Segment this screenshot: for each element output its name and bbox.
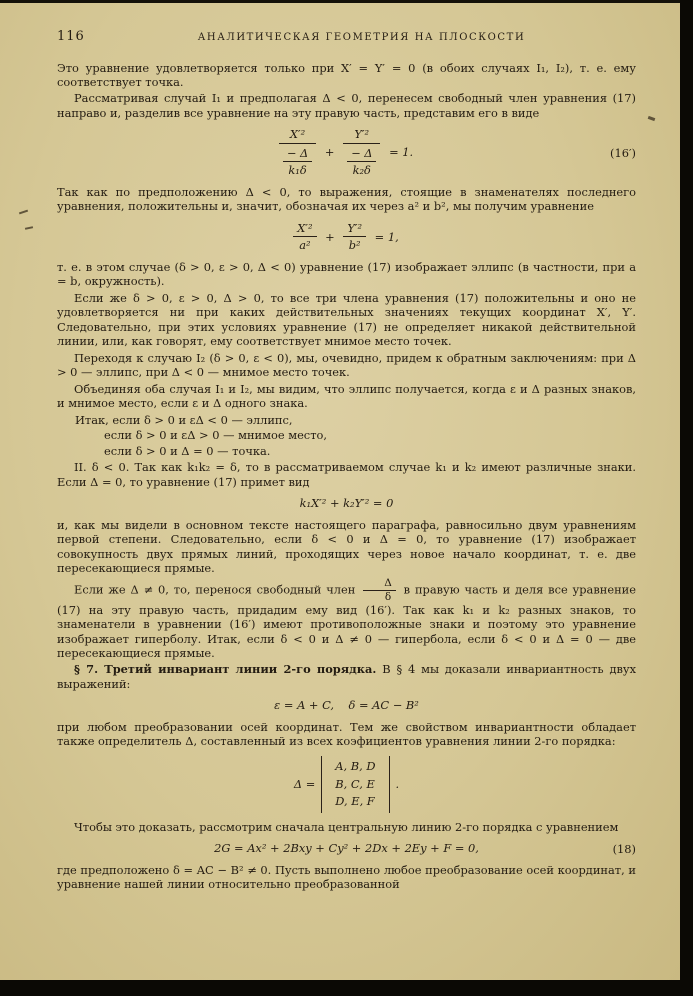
denominator xyxy=(343,144,380,178)
paragraph: т. е. в этом случае (δ > 0, ε > 0, Δ < 0) уравнение (17) изображает эллипс (в частности, при a = b, окружность). xyxy=(57,259,636,289)
fraction xyxy=(343,221,366,253)
page-header xyxy=(57,29,636,46)
formula-18 xyxy=(57,841,636,855)
formula-body: k₁X′² + k₂Y′² = 0 xyxy=(299,496,394,511)
determinant xyxy=(294,756,399,813)
determinant-row: B, C, E xyxy=(335,776,375,791)
numerator: Δ xyxy=(363,578,396,591)
paragraph: Это уравнение удовлетворяется только при X′ = Y′ = 0 (в обоих случаях I₁, I₂), т. е. ему соответствует точка. xyxy=(57,60,636,89)
scan-edge-top xyxy=(0,0,693,3)
operator: + xyxy=(324,145,335,160)
fraction xyxy=(279,127,316,177)
numerator: X′² xyxy=(279,127,316,143)
scan-edge-right xyxy=(680,0,693,996)
determinant-matrix xyxy=(321,756,389,813)
numerator: X′² xyxy=(293,221,316,237)
formula-body: 2G = Ax² + 2Bxy + Cy² + 2Dx + 2Ey + F = 0, xyxy=(214,841,479,856)
equation-tag: (18) xyxy=(612,841,636,856)
scan-edge-bottom xyxy=(0,980,693,996)
determinant-period: . xyxy=(395,777,400,792)
denominator xyxy=(279,144,316,178)
book-page xyxy=(0,3,680,980)
inline-fraction xyxy=(363,578,396,603)
formula-ellipse xyxy=(57,221,636,253)
numerator: − Δ xyxy=(347,146,376,162)
paragraph: Так как по предположению Δ < 0, то выражения, стоящие в знаменателях последнего уравнения, положительны и, значит, обозначая их через a² и b², мы получим уравнение xyxy=(57,184,636,214)
case-list-line: Итак, если δ > 0 и εΔ < 0 — эллипс, xyxy=(75,412,293,427)
paragraph: при любом преобразовании осей координат. Тем же свойством инвариантности обладает также определитель Δ, составленный из всех коэфициентов уравнения линии 2-го порядка: xyxy=(57,719,636,749)
case-list-line: если δ > 0 и Δ = 0 — точка. xyxy=(104,443,271,458)
denominator: a² xyxy=(299,238,311,253)
section-heading-paragraph xyxy=(57,662,636,691)
determinant-row: D, E, F xyxy=(335,794,375,809)
operator: + xyxy=(325,229,335,244)
case-list-line: если δ > 0 и εΔ > 0 — мнимое место, xyxy=(104,428,327,443)
paragraph: где предположено δ = AC − B² ≠ 0. Пусть выполнено любое преобразование осей координат, и уравнение нашей линии относительно преобразованной xyxy=(57,862,636,892)
numerator: Y′² xyxy=(343,127,380,143)
paragraph: Объединяя оба случая I₁ и I₂, мы видим, что эллипс получается, когда ε и Δ разных знаков, и мнимое место, если ε и Δ одного знака. xyxy=(57,381,636,411)
running-title: АНАЛИТИЧЕСКАЯ ГЕОМЕТРИЯ НА ПЛОСКОСТИ xyxy=(197,32,526,43)
paragraph: Чтобы это доказать, рассмотрим сначала центральную линию 2-го порядка с уравнением xyxy=(74,819,619,834)
formula-invariants xyxy=(57,698,636,712)
denominator: k₁δ xyxy=(288,163,307,178)
fraction xyxy=(347,146,376,178)
paragraph-text: в правую часть и деля все уравнение (17) на эту правую часть, придадим ему вид (16′). Так как k₁ и k₂ разных знаков, то знаменатели в уравнении (16′) имеют противоположные знаки и поэтому это уравнение изображает гиперболу. Итак, если δ < 0 и Δ ≠ 0 — гипербола, если δ < 0 и Δ = 0 — две пересекающиеся прямые. xyxy=(57,582,637,660)
page-number: 116 xyxy=(57,29,85,44)
paragraph: II. δ < 0. Так как k₁k₂ = δ, то в рассматриваемом случае k₁ и k₂ имеют различные знаки. Если Δ = 0, то уравнение (17) примет вид xyxy=(57,460,636,489)
paragraph: и, как мы видели в основном тексте настоящего параграфа, равносильно двум уравнениям первой степени. Следовательно, если δ < 0 и Δ = 0, то уравнение (17) изображает совокупность двух прямых линий, проходящих через новое начало координат, т. е. две пересекающиеся прямые. xyxy=(57,517,636,576)
equation-tag: (16′) xyxy=(610,145,636,160)
equals-rhs: = 1, xyxy=(374,229,399,244)
formula-body: ε = A + C, δ = AC − B² xyxy=(274,698,419,713)
paragraph-text: Если же Δ ≠ 0, то, перенося свободный член xyxy=(74,582,356,597)
denominator: k₂δ xyxy=(352,163,371,178)
paragraph-text: В § 4 мы доказали инвариантность двух выражений: xyxy=(57,662,637,691)
section-title: § 7. Третий инвариант линии 2-го порядка. xyxy=(74,662,377,677)
formula-determinant xyxy=(57,756,636,813)
numerator: Y′² xyxy=(343,221,366,237)
fraction xyxy=(283,146,312,178)
determinant-lhs: Δ = xyxy=(293,777,316,792)
fraction xyxy=(293,221,316,253)
denominator: δ xyxy=(384,590,392,603)
paragraph-with-inline-fraction xyxy=(57,578,636,661)
fraction xyxy=(343,127,380,177)
paragraph: Если же δ > 0, ε > 0, Δ > 0, то все три члена уравнения (17) положительны и оно не удовлетворяется ни при каких действительных значениях текущих координат X′, Y′. Следовательно, при этих условиях уравнение (17) не определяет никакой действительной линии, или, как говорят, ему соответствует мнимое место точек. xyxy=(57,290,636,349)
numerator: − Δ xyxy=(283,146,312,162)
paragraph: Рассматривая случай I₁ и предполагая Δ < 0, перенесем свободный член уравнения (17) направо и, разделив все уравнение на эту правую часть, представим его в виде xyxy=(57,91,636,120)
formula-pair-of-lines xyxy=(57,496,636,510)
determinant-row: A, B, D xyxy=(335,758,376,773)
formula-16prime xyxy=(57,127,636,177)
equals-rhs: = 1. xyxy=(389,145,414,160)
denominator: b² xyxy=(348,238,361,253)
paragraph: Переходя к случаю I₂ (δ > 0, ε < 0), мы, очевидно, придем к обратным заключениям: при Δ > 0 — эллипс, при Δ < 0 — мнимое место точек. xyxy=(57,350,636,380)
